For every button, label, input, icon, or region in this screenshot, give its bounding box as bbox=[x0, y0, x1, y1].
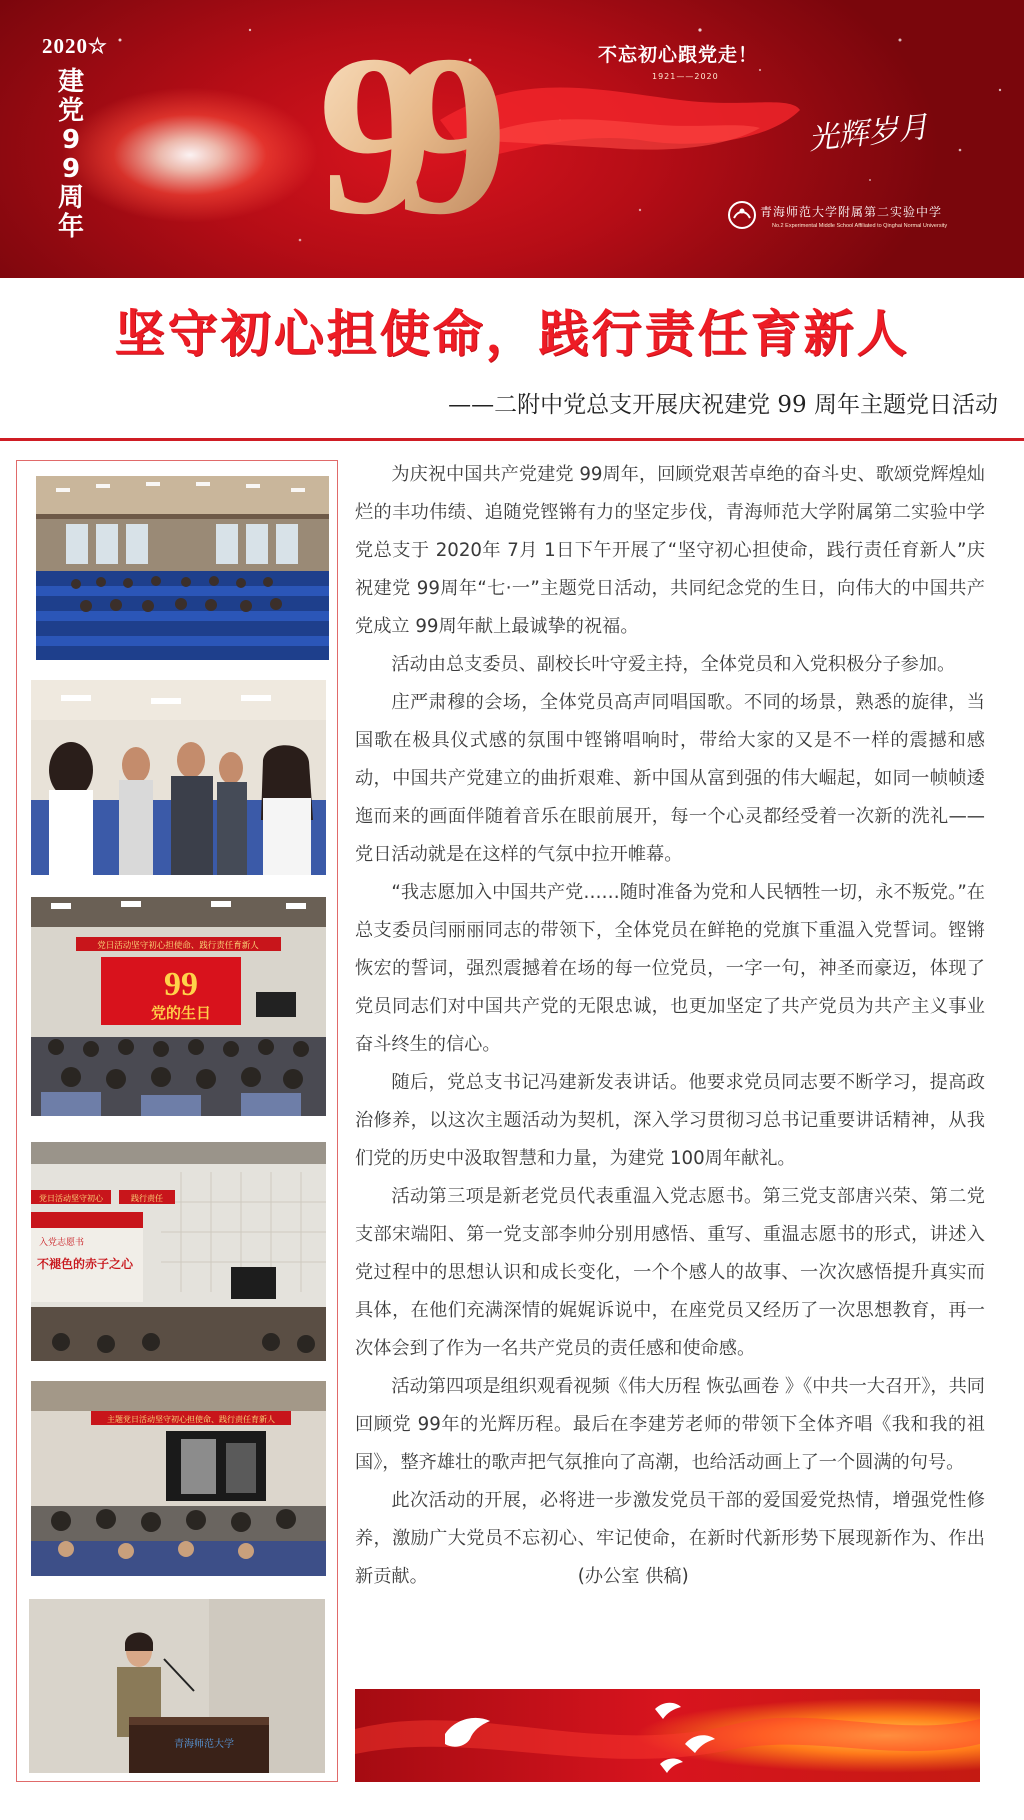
photo-column bbox=[16, 460, 338, 1782]
photo4-banner-right: 践行责任 bbox=[131, 1194, 163, 1203]
paragraph-8-text: 此次活动的开展，必将进一步激发党员干部的爱国爱党热情，增强党性修养，激励广大党员不忘初心、牢记使命，在新时代新形势下展现新作为、作出新贡献。 bbox=[355, 1490, 985, 1587]
article-credit: (办公室 供稿) bbox=[577, 1566, 689, 1587]
paragraph-2: 活动由总支委员、副校长叶守爱主持，全体党员和入党积极分子参加。 bbox=[391, 654, 956, 675]
paragraph-6: 活动第三项是新老党员代表重温入党志愿书。第三党支部唐兴荣、第二党支部宋端阳、第一党支部李帅分别用感悟、重写、重温志愿书的形式，讲述入党过程中的思想认识和成长变化，一个个感人的故事、一次次感悟提升真实而具体，在他们充满深情的娓娓诉说中，在座党员又经历了一次思想教育，再一次体会到了作为一名共产党员的责任感和使命感。 bbox=[355, 1186, 985, 1359]
big-99-graphic bbox=[318, 12, 558, 262]
paragraph-4: “我志愿加入中国共产党……随时准备为党和人民牺牲一切，永不叛党。”在总支委员闫丽丽同志的带领下，全体党员在鲜艳的党旗下重温入党誓词。铿锵恢宏的誓词，强烈震撼着在场的每一位党员，一字一句，神圣而豪迈，体现了党员同志们对中国共产党的无限忠诚，也更加坚定了共产党员为共产主义事业奋斗终生的信心。 bbox=[355, 882, 985, 1055]
photo4-banner-left: 党日活动坚守初心 bbox=[39, 1194, 103, 1203]
photo-members-singing bbox=[31, 680, 326, 875]
paragraph-8 bbox=[355, 1482, 985, 1596]
school-name: 青海师范大学附属第二实验中学 bbox=[760, 205, 943, 219]
photo-oath-screen bbox=[31, 1142, 326, 1361]
banner-dates: 1921——2020 bbox=[652, 72, 719, 81]
title-divider bbox=[0, 438, 1024, 441]
photo-speaker-podium bbox=[29, 1599, 325, 1773]
photo3-banner-strip: 党日活动坚守初心担使命、践行责任育新人 bbox=[97, 941, 259, 951]
header-banner bbox=[0, 0, 1024, 278]
photo3-screen-birthday: 党的生日 bbox=[150, 1004, 212, 1022]
footer-decoration-banner bbox=[355, 1689, 980, 1782]
big-99-text: 99 bbox=[318, 12, 468, 262]
photo6-podium-logo: 青海师范大学 bbox=[174, 1739, 234, 1750]
photo5-banner-strip: 主题党日活动坚守初心担使命、践行责任育新人 bbox=[107, 1415, 275, 1424]
school-name-en: No.2 Experimental Middle School Affiliated to Qinghai Normal University bbox=[772, 223, 948, 229]
school-logo-icon bbox=[727, 200, 757, 230]
article-title: 坚守初心担使命，践行责任育新人 bbox=[114, 305, 910, 363]
article-subtitle: ——二附中党总支开展庆祝建党 99 周年主题党日活动 bbox=[448, 392, 998, 418]
calligraphy-signature: 光辉岁月 bbox=[806, 109, 930, 158]
article-body bbox=[355, 456, 985, 1596]
paragraph-3: 庄严肃穆的会场，全体党员高声同唱国歌。不同的场景，熟悉的旋律，当国歌在极具仪式感的氛围中铿锵唱响时，带给大家的又是不一样的震撼和感动，中国共产党建立的曲折艰难、新中国从富到强的伟大崛起，如同一帧帧逶迤而来的画面伴随着音乐在眼前展开，每一个心灵都经受着一次新的洗礼——党日活动就是在这样的气氛中拉开帷幕。 bbox=[355, 692, 985, 865]
photo4-screen-line2: 不褪色的赤子之心 bbox=[37, 1257, 134, 1271]
paragraph-7: 活动第四项是组织观看视频《伟大历程 恢弘画卷 》《中共一大召开》，共同回顾党 99年的光辉历程。最后在李建芳老师的带领下全体齐唱《我和我的祖国》，整齐雄壮的歌声把气氛推向了高潮，也给活动画上了一个圆满的句号。 bbox=[355, 1376, 985, 1473]
paragraph-5: 随后，党总支书记冯建新发表讲话。他要求党员同志要不断学习，提高政治修养，以这次主题活动为契机，深入学习贯彻习总书记重要讲话精神，从我们党的历史中汲取智慧和力量，为建党 100周年献礼。 bbox=[355, 1072, 985, 1169]
photo3-screen-99: 99 bbox=[164, 966, 198, 1003]
banner-vertical-text: 建党99周年 bbox=[57, 67, 84, 242]
photo-video-screening bbox=[31, 1381, 326, 1576]
photo-auditorium bbox=[36, 476, 329, 660]
paragraph-1: 为庆祝中国共产党建党 99周年，回顾党艰苦卓绝的奋斗史、歌颂党辉煌灿烂的丰功伟绩、追随党铿锵有力的坚定步伐，青海师范大学附属第二实验中学党总支于 2020年 7月 1日下午开展了“坚守初心担使命，践行责任育新人”庆祝建党 99周年“七·一”主题党日活动，共同纪念党的生日，向伟大的中国共产党成立 99周年献上最诚挚的祝福。 bbox=[355, 464, 985, 637]
banner-slogan: 不忘初心跟党走！ bbox=[598, 44, 759, 66]
banner-year: 2020☆ bbox=[42, 34, 108, 58]
photo-hall-99-screen bbox=[31, 897, 326, 1116]
photo4-screen-line1: 入党志愿书 bbox=[39, 1238, 85, 1248]
